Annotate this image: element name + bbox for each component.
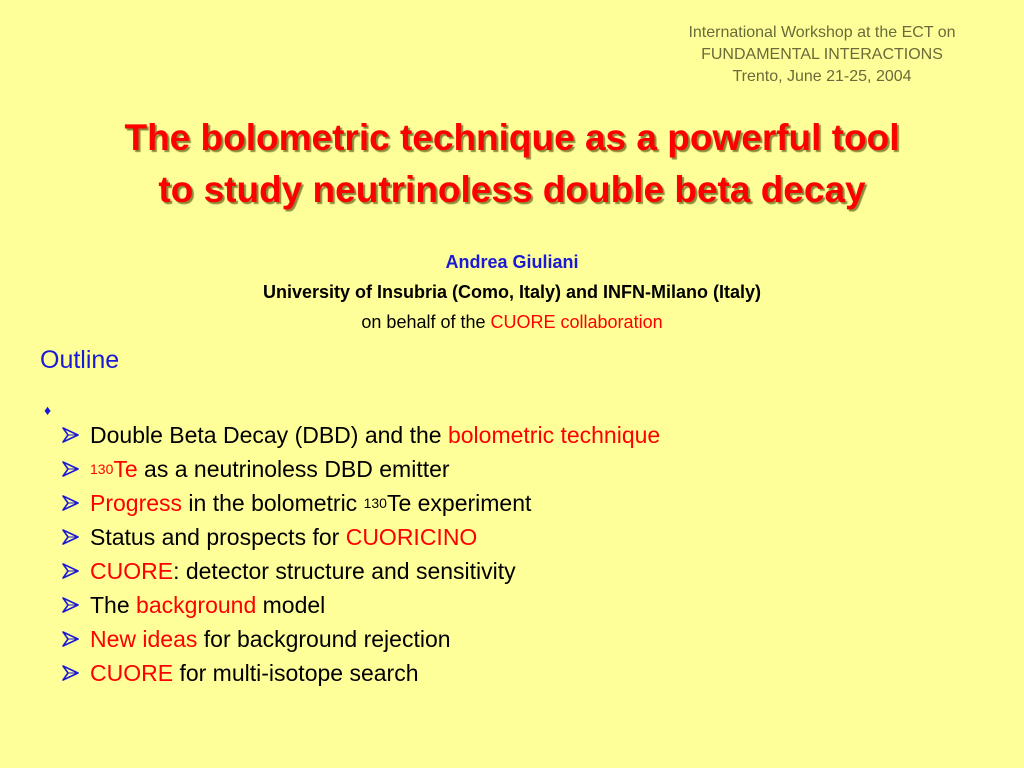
item-text: for multi-isotope search [173, 660, 419, 686]
item-text: model [256, 592, 326, 618]
collaboration-prefix: on behalf of the [361, 312, 491, 332]
collaboration-name: CUORE collaboration [490, 312, 663, 332]
diamond-bullet-icon: ♦ [44, 402, 52, 418]
title-line-2: to study neutrinoless double beta decay [158, 169, 866, 210]
collaboration-line [0, 310, 1024, 334]
highlighted-text: bolometric technique [447, 422, 661, 448]
outline-item [62, 588, 660, 622]
title-line-1: The bolometric technique as a powerful tool [124, 117, 900, 158]
item-text: as a neutrinoless DBD emitter [137, 456, 450, 482]
conference-line-1: International Workshop at the ECT on [688, 24, 956, 41]
highlighted-text: CUORICINO [345, 524, 478, 550]
outline-item: 130 Te as a neutrinoless DBD emitter [62, 452, 660, 486]
conference-line-3: Trento, June 21-25, 2004 [732, 68, 912, 85]
outline-heading: Outline [40, 346, 120, 374]
outline-item [62, 554, 660, 588]
author-name: Andrea Giuliani [445, 252, 579, 272]
arrow-bullet-icon [62, 495, 90, 511]
item-text: Status and prospects for [90, 524, 346, 550]
arrow-bullet-icon [62, 631, 90, 647]
arrow-bullet-icon [62, 427, 90, 443]
author-affiliation: University of Insubria (Como, Italy) and INFN-Milano (Italy) [262, 282, 762, 302]
arrow-bullet-icon [62, 597, 90, 613]
conference-info [640, 22, 1004, 88]
item-text: Double Beta Decay (DBD) and the [90, 422, 448, 448]
item-text: : detector structure and sensitivity [173, 558, 516, 584]
highlighted-text: CUORE [90, 558, 174, 584]
outline-item [62, 622, 660, 656]
outline-list [62, 418, 660, 690]
highlighted-text: New ideas [90, 626, 198, 652]
slide-title [0, 112, 1024, 216]
arrow-bullet-icon [62, 529, 90, 545]
item-text: Te experiment [386, 490, 532, 516]
highlighted-text: Te [113, 456, 138, 482]
item-text: in the bolometric [182, 490, 364, 516]
outline-item [62, 520, 660, 554]
outline-item: Progress in the bolometric 130 Te experiment [62, 486, 660, 520]
highlighted-text: Progress [90, 490, 183, 516]
highlighted-text: CUORE [90, 660, 174, 686]
outline-item [62, 656, 660, 690]
item-text: for background rejection [197, 626, 451, 652]
outline-item [62, 418, 660, 452]
item-text: The [90, 592, 137, 618]
arrow-bullet-icon [62, 563, 90, 579]
highlighted-text: background [136, 592, 257, 618]
arrow-bullet-icon [62, 461, 90, 477]
arrow-bullet-icon [62, 665, 90, 681]
conference-line-2: FUNDAMENTAL INTERACTIONS [701, 46, 943, 63]
